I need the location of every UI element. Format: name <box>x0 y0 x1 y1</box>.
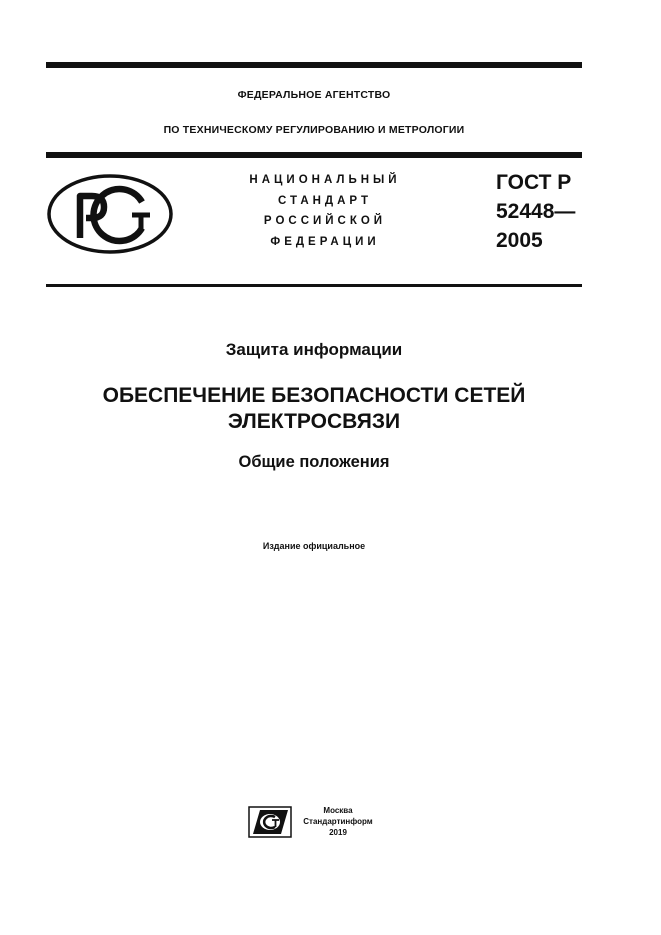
publisher-year: 2019 <box>329 828 347 837</box>
main-title-line-1: ОБЕСПЕЧЕНИЕ БЕЗОПАСНОСТИ СЕТЕЙ <box>102 384 526 407</box>
agency-line-2: ПО ТЕХНИЧЕСКОМУ РЕГУЛИРОВАНИЮ И МЕТРОЛОГИИ <box>163 124 465 136</box>
designation-line-3: 2005 <box>496 229 543 252</box>
publisher-city: Москва <box>323 806 353 815</box>
main-title <box>46 383 582 435</box>
title-rule <box>46 284 582 287</box>
header-rule <box>46 152 582 158</box>
gost-r-logo-icon <box>46 172 174 256</box>
standard-designation <box>496 168 596 255</box>
agency-line-1: ФЕДЕРАЛЬНОЕ АГЕНТСТВО <box>237 89 391 101</box>
standard-type-line: РОССИЙСКОЙ <box>263 215 387 227</box>
designation-line-2: 52448— <box>496 200 576 223</box>
main-title-line-2: ЭЛЕКТРОСВЯЗИ <box>227 410 401 433</box>
standard-type <box>230 170 420 252</box>
standard-type-line: ФЕДЕРАЦИИ <box>270 235 380 248</box>
standard-type-line: СТАНДАРТ <box>278 194 372 207</box>
subtitle: Общие положения <box>238 453 390 471</box>
publisher-info <box>288 805 388 838</box>
topic-title: Защита информации <box>225 340 403 359</box>
edition-label: Издание официальное <box>262 541 366 551</box>
publisher-name: Стандартинформ <box>303 817 373 826</box>
standard-type-line: НАЦИОНАЛЬНЫЙ <box>249 174 401 186</box>
top-rule <box>46 62 582 68</box>
designation-line-1: ГОСТ Р <box>496 171 572 194</box>
standartinform-logo-icon <box>248 806 292 838</box>
